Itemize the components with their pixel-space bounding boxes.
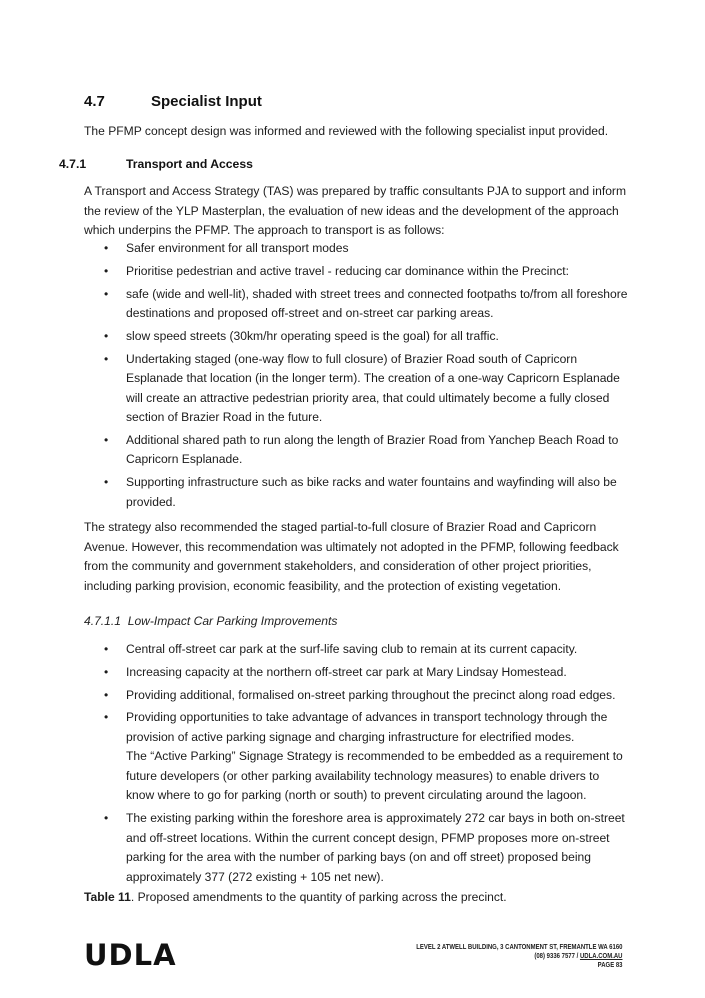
subsubsection-heading xyxy=(84,614,337,628)
page-number: PAGE 83 xyxy=(597,960,622,969)
section-heading xyxy=(84,93,262,110)
bullet-icon: • xyxy=(104,687,109,702)
section-intro: The PFMP concept design was informed and reviewed with the following specialist input provided. xyxy=(84,124,609,138)
footer-website-link[interactable]: UDLA.COM.AU xyxy=(579,951,622,960)
footer-address: LEVEL 2 ATWELL BUILDING, 3 CANTONMENT ST, FREMANTLE WA 6160 xyxy=(415,942,622,951)
list-item: • slow speed streets (30km/hr operating speed is the goal) for all traffic. xyxy=(84,327,629,347)
page-footer xyxy=(416,942,622,969)
bullet-icon: • xyxy=(104,664,109,679)
subsection-intro: A Transport and Access Strategy (TAS) was prepared by traffic consultants PJA to support and inform the review of the YLP Masterplan, the evaluation of new ideas and the development of the approach which underpins the PFMP. The approach to transport is as follows: xyxy=(84,184,627,237)
list-item: • Providing additional, formalised on-street parking throughout the precinct along road edges. xyxy=(84,686,629,706)
list-item: • Providing opportunities to take advantage of advances in transport technology through the provision of active parking signage and charging infrastructure for electrified modes. The “Active Parking” Signage Strategy is recommended to be embedded as a requirement to future developers (or other parking availability technology measures) to enable drivers to know where to go for parking (north or south) to prevent circulating around the lagoon. xyxy=(104,710,623,803)
subsubsection-number: 4.7.1.1 xyxy=(84,614,121,628)
bullet-icon: • xyxy=(104,286,109,301)
bullet-icon: • xyxy=(104,432,109,447)
footer-contact: (08) 9336 7577 / UDLA.COM.AU xyxy=(533,951,622,960)
list-item: • Supporting infrastructure such as bike racks and water fountains and wayfinding will also be provided. xyxy=(104,475,617,509)
section-number: 4.7 xyxy=(84,93,105,110)
bullet-icon: • xyxy=(104,351,109,366)
udla-logo: UDLA xyxy=(84,938,177,972)
list-item: • Additional shared path to run along the length of Brazier Road from Yanchep Beach Road to Capricorn Esplanade. xyxy=(104,432,619,467)
section-title: Specialist Input xyxy=(151,93,262,110)
bullet-icon: • xyxy=(104,475,109,490)
bullet-icon: • xyxy=(104,710,109,725)
table-caption-text: . Proposed amendments to the quantity of parking across the precinct. xyxy=(130,890,507,904)
transport-bullet-list xyxy=(84,239,629,516)
list-item: • Safer environment for all transport modes xyxy=(84,239,629,259)
list-item: • Undertaking staged (one-way flow to full closure) of Brazier Road south of Capricorn Esplanade that location (in the longer term). The creation of a one-way Capricorn Esplanade will create an attractive pedestrian priority area, that could ultimately become a fully closed section of Brazier Road in the future. xyxy=(104,351,620,425)
table-caption xyxy=(84,890,507,904)
bullet-icon: • xyxy=(104,328,109,343)
footer-phone: (08) 9336 7577 xyxy=(533,951,575,960)
list-item: • The existing parking within the foreshore area is approximately 272 car bays in both on-street and off-street locations. Within the current concept design, PFMP proposes more on-street parking for the area with the number of parking bays (on and off street) proposed being approximately 377 (272 existing + 105 net new). xyxy=(104,811,625,884)
active-parking-note: The “Active Parking” Signage Strategy is recommended to be embedded as a requirement to future developers (or other parking availability technology measures) to enable drivers to know where to go for parking (north or south) to prevent circulating around the lagoon. xyxy=(126,749,623,803)
list-item: • Increasing capacity at the northern off-street car park at Mary Lindsay Homestead. xyxy=(84,663,629,683)
bullet-icon: • xyxy=(104,263,109,278)
list-item: • safe (wide and well-lit), shaded with street trees and connected footpaths to/from all foreshore destinations and proposed off-street and on-street car parking areas. xyxy=(104,286,628,321)
bullet-icon: • xyxy=(104,241,109,255)
subsection-closing: The strategy also recommended the staged partial-to-full closure of Brazier Road and Capricorn Avenue. However, this recommendation was ultimately not adopted in the PFMP, following feedback from the community and government stakeholders, and consideration of other project priorities, including parking provision, economic feasibility, and the protection of existing vegetation. xyxy=(84,520,619,593)
subsubsection-title: Low-Impact Car Parking Improvements xyxy=(127,614,338,628)
subsection-number: 4.7.1 xyxy=(59,157,87,171)
subsection-heading xyxy=(59,157,253,171)
bullet-icon: • xyxy=(104,642,109,656)
bullet-icon: • xyxy=(104,811,109,826)
subsection-title: Transport and Access xyxy=(126,157,253,171)
table-caption-label: Table 11 xyxy=(84,890,131,904)
list-item: • Central off-street car park at the surf-life saving club to remain at its current capacity. xyxy=(84,640,629,660)
list-item: • Prioritise pedestrian and active travel - reducing car dominance within the Precinct: xyxy=(84,262,629,282)
parking-bullet-list xyxy=(84,640,629,890)
